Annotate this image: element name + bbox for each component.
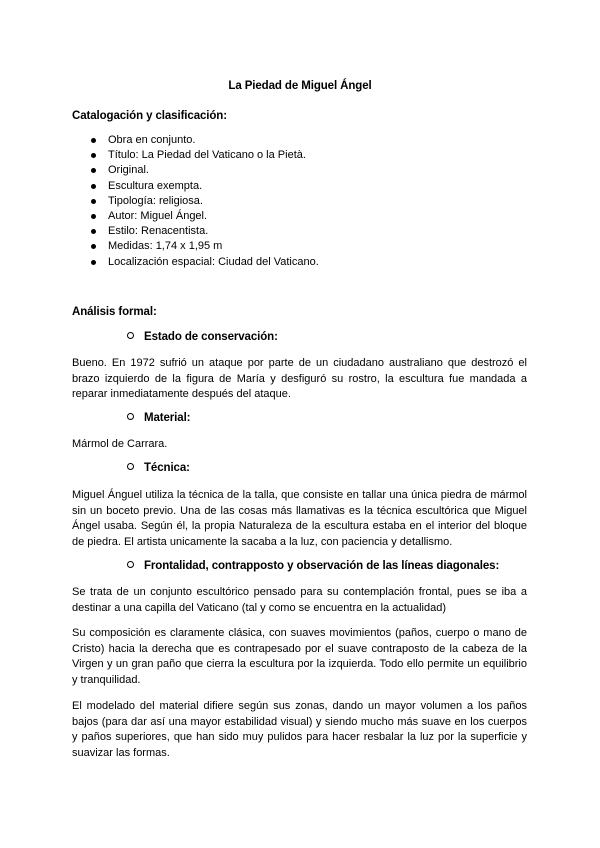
list-item: Título: La Piedad del Vaticano o la Pietà. (88, 148, 319, 163)
catalog-list (88, 133, 319, 270)
conservation-heading: Estado de conservación: (127, 331, 278, 343)
circle-bullet-icon (127, 413, 134, 420)
list-item: Original. (88, 163, 319, 178)
list-item: Tipología: religiosa. (88, 194, 319, 209)
circle-bullet-icon (127, 463, 134, 470)
list-item: Medidas: 1,74 x 1,95 m (88, 239, 319, 254)
conservation-text: Bueno. En 1972 sufrió un ataque por parte de un ciudadano australiano que destrozó el brazo izquierdo de la figura de María y desfiguró su rostro, la escultura fue mandada a reparar inmediatamente después del ataque. (72, 357, 527, 401)
list-item: Obra en conjunto. (88, 133, 319, 148)
technique-heading: Técnica: (127, 462, 190, 474)
list-item: Localización espacial: Ciudad del Vaticano. (88, 255, 319, 270)
technique-text: Miguel Ánguel utiliza la técnica de la talla, que consiste en tallar una única piedra de mármol sin un boceto previo. Una de las cosas más llamativas es la técnica escultórica que Miguel Ángel usaba. Según él, la propia Naturaleza de la escultura estaba en el interior del bloque de piedra. El artista unicamente la sacaba a la luz, con paciencia y detallismo. (72, 489, 527, 548)
frontality-paragraph: El modelado del material difiere según sus zonas, dando un mayor volumen a los paños bajos (para dar así una mayor estabilidad visual) y siendo mucho más suave en los cuerpos y paños superiores, que han sido muy pulidos para hacer resbalar la luz por la superficie y suavizar las formas. (72, 700, 527, 759)
circle-bullet-icon (127, 561, 134, 568)
bullet-icon (91, 184, 96, 189)
bullet-icon (91, 138, 96, 143)
list-item: Estilo: Renacentista. (88, 224, 319, 239)
document-title: La Piedad de Miguel Ángel (228, 80, 372, 92)
bullet-icon (91, 244, 96, 249)
frontality-heading: Frontalidad, contrapposto y observación de las líneas diagonales: (127, 560, 499, 572)
list-item: Escultura exempta. (88, 179, 319, 194)
frontality-paragraph: Se trata de un conjunto escultórico pensado para su contemplación frontal, pues se iba a destinar a una capilla del Vaticano (tal y como se encuentra en la actualidad) (72, 586, 527, 614)
bullet-icon (91, 229, 96, 234)
frontality-paragraph: Su composición es claramente clásica, con suaves movimientos (paños, cuerpo o mano de Cristo) hacia la derecha que es contrapesado por el suave contraposto de la cabeza de la Virgen y un gran paño que cierra la escultura por la izquierda. Todo ello permite un equilibrio y tranquilidad. (72, 627, 527, 686)
bullet-icon (91, 199, 96, 204)
analysis-heading: Análisis formal: (72, 306, 157, 318)
material-heading: Material: (127, 412, 190, 424)
bullet-icon (91, 214, 96, 219)
list-item: Autor: Miguel Ángel. (88, 209, 319, 224)
circle-bullet-icon (127, 332, 134, 339)
bullet-icon (91, 168, 96, 173)
material-text: Mármol de Carrara. (72, 438, 168, 450)
catalog-heading: Catalogación y clasificación: (72, 110, 227, 122)
bullet-icon (91, 153, 96, 158)
bullet-icon (91, 260, 96, 265)
